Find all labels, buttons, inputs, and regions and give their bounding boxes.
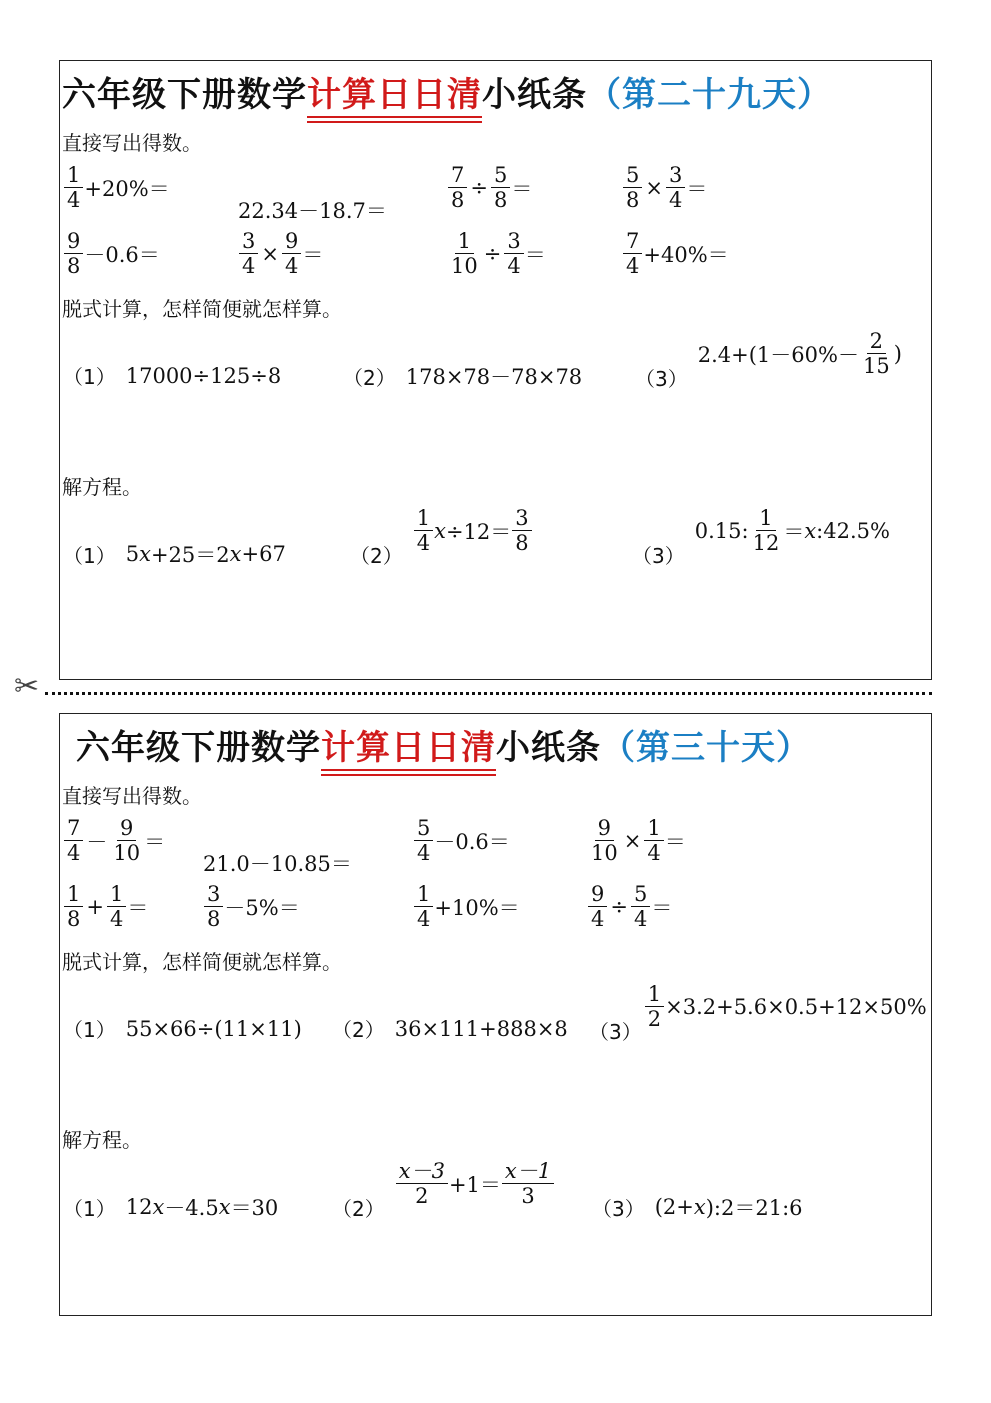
oral-problem: 9 8 －0.6＝ [63,229,160,278]
equation-1: （1） 12 x －4.5 x ＝30 [63,1195,279,1221]
cut-line-divider [45,692,932,695]
oral-problem: 7 4 － 9 10 ＝ [63,816,165,865]
oral-problem: 5 4 －0.6＝ [413,816,510,865]
equation-2: （2） x－3 2 +1＝ x－1 3 [332,1159,555,1208]
section-calc: 脱式计算，怎样简便就怎样算。 [62,950,342,974]
oral-problem: 21.0－10.85＝ [203,852,352,876]
equation-2: （2） 1 4 x ÷12＝ 3 8 [350,506,533,555]
oral-problem: 3 8 －5%＝ [203,882,300,931]
oral-problem: 1 8 + $\frac{1}{4}$ ＝ [63,882,148,931]
oral-problem: $\frac{9}{10}$ × $\frac{1}{4}$ ＝ [591,816,686,866]
section-calc: 脱式计算，怎样简便就怎样算。 [62,297,342,321]
section-oral: 直接写出得数。 [62,131,202,155]
worksheet-card-day29 [59,60,932,680]
section-equation: 解方程。 [62,475,142,499]
oral-problem: 1 4 +10%＝ [413,882,520,931]
oral-problem: $\frac{3}{4}$ × $\frac{9}{4}$ ＝ [238,229,323,278]
oral-problem: $\frac{5}{8}$ × $\frac{3}{4}$ ＝ [622,163,707,212]
card-title: 六年级下册数学计算日日清小纸条（第二十九天） [62,67,832,116]
calc-problem-3: （3） 2.4+(1－60%－ 2 15 ) [635,329,902,392]
section-oral: 直接写出得数。 [62,784,202,808]
equation-1: （1） 5 x +25＝2 x +67 [63,542,286,568]
oral-problem: $\frac{7}{8}$ ÷ $\frac{5}{8}$ ＝ [447,163,532,212]
equation-3: （3） (2+ x ):2＝21:6 [592,1195,803,1221]
card-title: 六年级下册数学计算日日清小纸条（第三十天） [76,720,811,769]
oral-problem: 22.34－18.7＝ [238,199,387,223]
scissors-icon: ✂ [14,669,40,704]
oral-problem: $\frac{9}{4}$ ÷ $\frac{5}{4}$ ＝ [587,882,672,931]
calc-problem-1: （1） 17000÷125÷8 [63,363,282,389]
calc-problem-2: （2） 36×111+888×8 [332,1016,568,1042]
worksheet-card-day30 [59,713,932,1316]
section-equation: 解方程。 [62,1128,142,1152]
oral-problem: 7 4 +40%＝ [622,229,729,278]
oral-problem: 1 4 +20%＝ [63,163,170,212]
calc-problem-1: （1） 55×66÷(11×11) [63,1016,302,1042]
equation-3: （3） 0.15: 1 12 ＝ x :42.5% [632,506,890,569]
calc-problem-2: （2） 178×78－78×78 [343,365,583,390]
calc-problem-3: （3） $\frac{1}{2}$ ×3.2+5.6×0.5+12×50% [589,982,927,1045]
oral-problem: $\frac{1}{10}$ ÷ $\frac{3}{4}$ ＝ [451,229,546,279]
